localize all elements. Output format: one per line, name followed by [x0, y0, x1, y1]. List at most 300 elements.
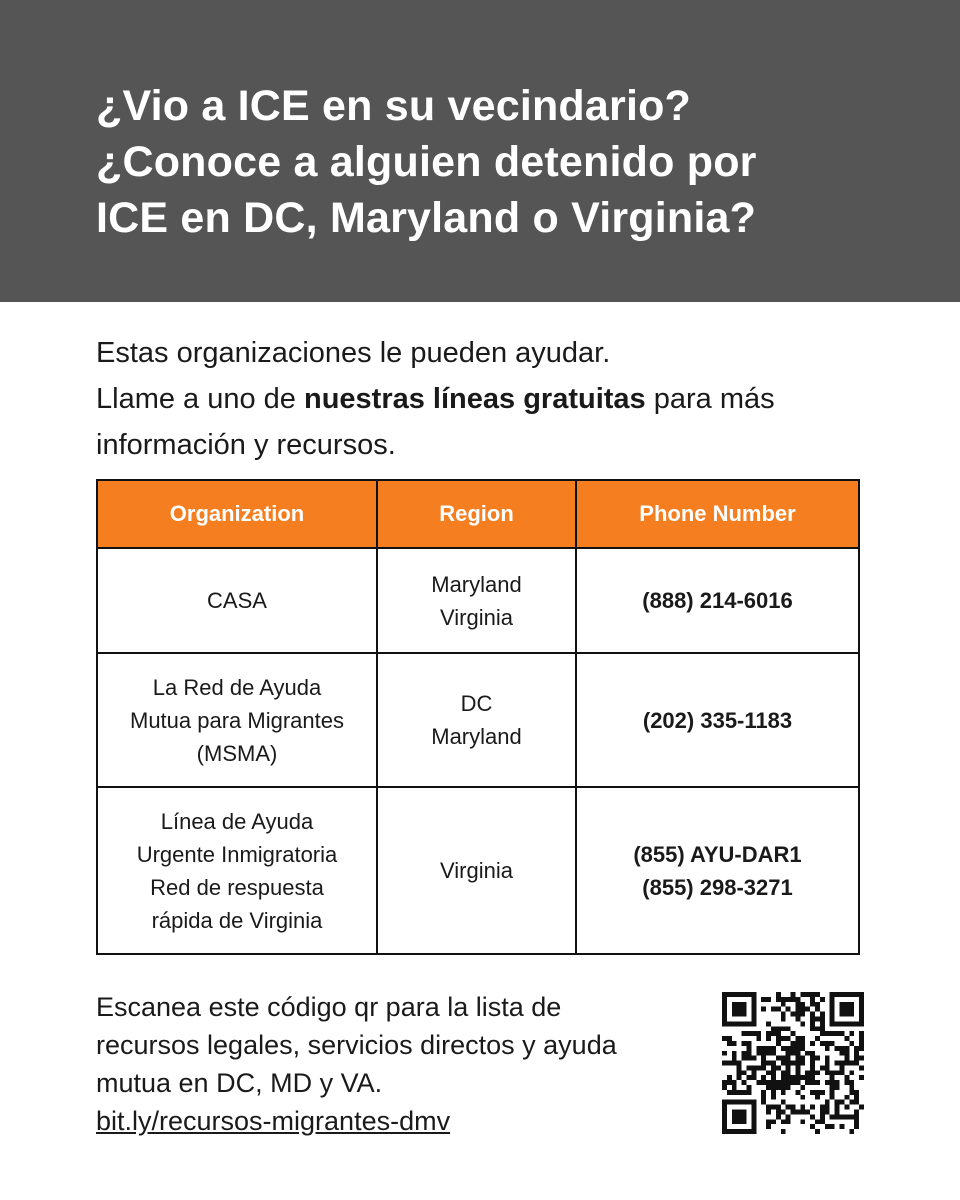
qr-module — [781, 1129, 786, 1134]
qr-module — [732, 1100, 737, 1105]
qr-module — [732, 1021, 737, 1026]
qr-module — [791, 1041, 796, 1046]
qr-module — [791, 1031, 796, 1036]
qr-module — [859, 1036, 864, 1041]
qr-module — [751, 1070, 756, 1075]
qr-module — [830, 997, 835, 1002]
qr-module — [756, 1036, 761, 1041]
qr-module — [742, 1100, 747, 1105]
qr-module — [766, 1085, 771, 1090]
qr-module — [722, 1114, 727, 1119]
qr-module — [751, 1002, 756, 1007]
qr-module — [840, 1124, 845, 1129]
qr-module — [800, 1095, 805, 1100]
qr-module — [820, 1021, 825, 1026]
qr-module — [756, 1051, 761, 1056]
qr-module — [810, 1065, 815, 1070]
resources-link[interactable]: bit.ly/recursos-migrantes-dmv — [96, 1106, 451, 1136]
qr-module — [795, 1061, 800, 1066]
qr-module — [781, 1016, 786, 1021]
qr-module — [722, 992, 727, 997]
qr-module — [732, 1061, 737, 1066]
qr-module — [854, 1021, 859, 1026]
qr-module — [849, 1085, 854, 1090]
cell-line: CASA — [207, 588, 267, 613]
qr-module — [810, 1021, 815, 1026]
column-header-organization: Organization — [97, 480, 377, 548]
title-line: ICE en DC, Maryland o Virginia? — [96, 194, 757, 242]
qr-module — [776, 997, 781, 1002]
qr-module — [840, 1100, 845, 1105]
qr-module — [756, 1065, 761, 1070]
qr-code-icon[interactable] — [722, 992, 864, 1134]
qr-module — [761, 1095, 766, 1100]
qr-module — [722, 1007, 727, 1012]
qr-module — [810, 1012, 815, 1017]
table-row — [97, 548, 859, 653]
qr-module — [810, 997, 815, 1002]
qr-module — [854, 1119, 859, 1124]
qr-module — [742, 1056, 747, 1061]
qr-module — [791, 997, 796, 1002]
qr-module — [781, 1036, 786, 1041]
qr-module — [781, 1002, 786, 1007]
qr-module — [859, 1105, 864, 1110]
qr-module — [844, 1051, 849, 1056]
qr-module — [859, 1002, 864, 1007]
qr-module — [722, 1124, 727, 1129]
qr-module — [746, 1021, 751, 1026]
qr-module — [727, 1036, 732, 1041]
qr-module — [810, 1002, 815, 1007]
qr-module — [815, 1056, 820, 1061]
qr-module — [815, 1016, 820, 1021]
qr-module — [849, 1129, 854, 1134]
qr-module — [815, 1070, 820, 1075]
qr-module — [800, 1075, 805, 1080]
qr-module — [795, 1056, 800, 1061]
qr-module — [746, 1100, 751, 1105]
qr-module — [805, 1070, 810, 1075]
qr-module — [825, 1070, 830, 1075]
qr-module — [791, 1080, 796, 1085]
qr-module — [800, 1007, 805, 1012]
qr-module — [776, 1031, 781, 1036]
qr-module — [840, 992, 845, 997]
organization-cell — [97, 548, 377, 653]
qr-module — [795, 1080, 800, 1085]
qr-module — [756, 1031, 761, 1036]
qr-module — [737, 1114, 742, 1119]
qr-module — [786, 1051, 791, 1056]
qr-module — [771, 1007, 776, 1012]
phone-number[interactable]: (202) 335-1183 — [642, 707, 793, 733]
qr-module — [825, 1046, 830, 1051]
qr-module — [844, 1114, 849, 1119]
qr-module — [742, 1114, 747, 1119]
qr-module — [771, 1026, 776, 1031]
qr-module — [791, 1110, 796, 1115]
qr-module — [830, 1031, 835, 1036]
qr-module — [795, 1002, 800, 1007]
qr-module — [737, 1007, 742, 1012]
qr-module — [786, 1056, 791, 1061]
region-cell — [377, 653, 576, 787]
qr-module — [727, 1021, 732, 1026]
qr-module — [771, 1061, 776, 1066]
qr-module — [751, 1105, 756, 1110]
qr-module — [815, 992, 820, 997]
qr-module — [844, 1075, 849, 1080]
qr-module — [854, 1056, 859, 1061]
qr-module — [840, 1051, 845, 1056]
qr-module — [746, 1090, 751, 1095]
qr-module — [791, 1051, 796, 1056]
qr-module — [722, 1085, 727, 1090]
qr-module — [800, 1056, 805, 1061]
qr-module — [820, 1031, 825, 1036]
qr-module — [746, 1129, 751, 1134]
qr-module — [751, 1056, 756, 1061]
qr-module — [732, 1041, 737, 1046]
qr-module — [746, 1085, 751, 1090]
qr-module — [820, 1041, 825, 1046]
qr-module — [800, 1119, 805, 1124]
qr-module — [737, 992, 742, 997]
qr-module — [722, 1002, 727, 1007]
qr-module — [766, 1080, 771, 1085]
qr-module — [830, 1095, 835, 1100]
qr-module — [825, 1065, 830, 1070]
qr-module — [742, 1110, 747, 1115]
qr-module — [756, 1080, 761, 1085]
title-line: ¿Conoce a alguien detenido por — [96, 138, 757, 186]
qr-module — [844, 1002, 849, 1007]
phone-number[interactable]: (888) 214-6016 — [642, 588, 793, 613]
qr-module — [830, 1016, 835, 1021]
qr-module — [810, 1056, 815, 1061]
qr-module — [840, 1114, 845, 1119]
qr-module — [849, 1007, 854, 1012]
qr-module — [805, 1007, 810, 1012]
qr-module — [751, 1007, 756, 1012]
qr-module — [742, 1090, 747, 1095]
qr-module — [830, 1124, 835, 1129]
cell-line: Línea de Ayuda — [160, 808, 314, 834]
qr-module — [771, 1046, 776, 1051]
qr-module — [786, 1119, 791, 1124]
qr-module — [771, 1095, 776, 1100]
qr-module — [840, 1007, 845, 1012]
qr-module — [737, 1065, 742, 1070]
qr-module — [859, 997, 864, 1002]
qr-module — [859, 992, 864, 997]
qr-module — [746, 992, 751, 997]
qr-module — [761, 1046, 766, 1051]
qr-module — [830, 1012, 835, 1017]
qr-module — [732, 1129, 737, 1134]
qr-module — [849, 992, 854, 997]
qr-module — [835, 1061, 840, 1066]
qr-module — [810, 1026, 815, 1031]
qr-module — [849, 1090, 854, 1095]
qr-module — [849, 1114, 854, 1119]
phone-number[interactable]: (855) AYU-DAR1 — [633, 841, 802, 867]
qr-module — [810, 1016, 815, 1021]
qr-module — [800, 1110, 805, 1115]
qr-module — [751, 1075, 756, 1080]
qr-module — [776, 1007, 781, 1012]
qr-module — [751, 1065, 756, 1070]
qr-module — [742, 1021, 747, 1026]
qr-module — [776, 1056, 781, 1061]
qr-module — [732, 1114, 737, 1119]
qr-module — [732, 992, 737, 997]
column-header-phone: Phone Number — [576, 480, 859, 548]
cell-line: La Red de Ayuda — [152, 674, 322, 700]
qr-module — [766, 1105, 771, 1110]
cell-line: Maryland — [431, 724, 522, 749]
qr-module — [795, 1090, 800, 1095]
qr-module — [751, 1016, 756, 1021]
qr-module — [854, 1046, 859, 1051]
qr-module — [835, 1100, 840, 1105]
qr-module — [771, 1119, 776, 1124]
qr-module — [854, 1114, 859, 1119]
qr-module — [742, 1129, 747, 1134]
qr-module — [810, 1041, 815, 1046]
qr-module — [849, 1002, 854, 1007]
qr-module — [742, 1002, 747, 1007]
intro-text-segment: Llame a uno de — [96, 383, 304, 415]
footer-text — [96, 988, 696, 1140]
qr-module — [820, 1105, 825, 1110]
qr-module — [786, 1026, 791, 1031]
qr-module — [786, 1080, 791, 1085]
qr-module — [840, 1046, 845, 1051]
qr-module — [722, 1129, 727, 1134]
qr-module — [859, 1021, 864, 1026]
intro-text-segment: para más — [645, 383, 775, 415]
qr-module — [742, 1119, 747, 1124]
qr-module — [781, 1070, 786, 1075]
qr-module — [751, 1119, 756, 1124]
qr-module — [751, 1110, 756, 1115]
qr-module — [810, 1114, 815, 1119]
qr-module — [844, 1012, 849, 1017]
qr-module — [722, 1080, 727, 1085]
qr-module — [859, 1007, 864, 1012]
qr-module — [800, 1036, 805, 1041]
qr-module — [761, 1056, 766, 1061]
footer-line: recursos legales, servicios directos y ayuda — [96, 1030, 617, 1060]
qr-module — [844, 1056, 849, 1061]
qr-module — [776, 1080, 781, 1085]
qr-module — [761, 1061, 766, 1066]
qr-module — [815, 1129, 820, 1134]
qr-module — [840, 1002, 845, 1007]
phone-cell — [576, 653, 859, 787]
qr-module — [800, 1021, 805, 1026]
qr-module — [737, 1110, 742, 1115]
qr-module — [844, 1036, 849, 1041]
qr-module — [786, 1075, 791, 1080]
qr-module — [786, 1085, 791, 1090]
qr-module — [849, 1080, 854, 1085]
qr-module — [810, 1061, 815, 1066]
qr-module — [820, 1090, 825, 1095]
organizations-table — [96, 479, 860, 955]
qr-module — [732, 1051, 737, 1056]
qr-module — [771, 1075, 776, 1080]
qr-module — [840, 1061, 845, 1066]
qr-module — [737, 1070, 742, 1075]
qr-module — [746, 1051, 751, 1056]
qr-module — [820, 1065, 825, 1070]
qr-module — [825, 1061, 830, 1066]
qr-module — [781, 1046, 786, 1051]
qr-module — [840, 1070, 845, 1075]
qr-module — [815, 1026, 820, 1031]
phone-number[interactable]: (855) 298-3271 — [642, 874, 793, 900]
qr-module — [830, 1085, 835, 1090]
qr-module — [722, 1051, 727, 1056]
qr-module — [751, 1012, 756, 1017]
qr-module — [732, 1007, 737, 1012]
qr-module — [859, 1012, 864, 1017]
cell-line: Virginia — [440, 604, 513, 630]
qr-module — [722, 1119, 727, 1124]
qr-module — [810, 1080, 815, 1085]
qr-module — [835, 1080, 840, 1085]
qr-module — [766, 1119, 771, 1124]
qr-module — [835, 1021, 840, 1026]
qr-module — [781, 997, 786, 1002]
qr-module — [771, 1090, 776, 1095]
qr-module — [786, 1105, 791, 1110]
qr-module — [849, 1031, 854, 1036]
cell-line: Red de respuesta — [150, 874, 324, 900]
qr-module — [815, 1119, 820, 1124]
qr-module — [761, 1051, 766, 1056]
qr-module — [795, 1016, 800, 1021]
table-row — [97, 787, 859, 954]
qr-module — [732, 1002, 737, 1007]
footer-line: mutua en DC, MD y VA. — [96, 1068, 383, 1098]
qr-module — [830, 1114, 835, 1119]
qr-module — [732, 1080, 737, 1085]
qr-module — [776, 1041, 781, 1046]
qr-module — [737, 1012, 742, 1017]
qr-module — [800, 992, 805, 997]
qr-module — [854, 1095, 859, 1100]
qr-module — [781, 1056, 786, 1061]
qr-module — [737, 1129, 742, 1134]
cell-line: Mutua para Migrantes — [130, 707, 344, 733]
phone-cell — [576, 548, 859, 653]
qr-module — [776, 1085, 781, 1090]
qr-module — [810, 1124, 815, 1129]
qr-module — [737, 1090, 742, 1095]
qr-module — [761, 1007, 766, 1012]
qr-module — [786, 1036, 791, 1041]
qr-module — [825, 1105, 830, 1110]
page-title — [96, 78, 916, 246]
qr-module — [776, 1105, 781, 1110]
qr-module — [791, 992, 796, 997]
qr-module — [791, 1046, 796, 1051]
cell-line: Maryland — [431, 571, 522, 597]
qr-module — [844, 1046, 849, 1051]
qr-module — [820, 1119, 825, 1124]
qr-module — [771, 1085, 776, 1090]
intro-line: Estas organizaciones le pueden ayudar. — [96, 337, 611, 369]
phone-cell — [576, 787, 859, 954]
qr-module — [781, 1110, 786, 1115]
qr-module — [844, 1021, 849, 1026]
qr-module — [766, 1124, 771, 1129]
qr-module — [854, 992, 859, 997]
qr-module — [820, 1026, 825, 1031]
region-cell — [377, 787, 576, 954]
qr-module — [835, 992, 840, 997]
qr-module — [781, 1100, 786, 1105]
qr-module — [810, 1105, 815, 1110]
qr-module — [732, 1119, 737, 1124]
qr-module — [859, 1056, 864, 1061]
qr-module — [815, 1036, 820, 1041]
qr-module — [751, 997, 756, 1002]
qr-module — [810, 1051, 815, 1056]
qr-module — [830, 1007, 835, 1012]
qr-module — [746, 1046, 751, 1051]
qr-module — [825, 1041, 830, 1046]
qr-module — [810, 1090, 815, 1095]
qr-module — [820, 1114, 825, 1119]
qr-module — [742, 1007, 747, 1012]
qr-module — [742, 1041, 747, 1046]
qr-module — [849, 1070, 854, 1075]
intro-line — [96, 376, 896, 422]
qr-module — [795, 1110, 800, 1115]
intro-bold-text: nuestras líneas gratuitas — [303, 383, 646, 415]
qr-module — [737, 1119, 742, 1124]
qr-module — [805, 992, 810, 997]
organization-cell — [97, 787, 377, 954]
qr-module — [776, 1114, 781, 1119]
qr-module — [781, 1080, 786, 1085]
qr-module — [849, 1041, 854, 1046]
qr-module — [854, 1110, 859, 1115]
qr-module — [795, 1075, 800, 1080]
qr-module — [746, 1056, 751, 1061]
qr-module — [844, 992, 849, 997]
qr-module — [854, 1124, 859, 1129]
qr-module — [766, 1021, 771, 1026]
qr-module — [795, 1007, 800, 1012]
qr-module — [805, 1080, 810, 1085]
qr-module — [766, 1061, 771, 1066]
qr-module — [751, 1031, 756, 1036]
qr-module — [805, 1051, 810, 1056]
qr-module — [766, 1031, 771, 1036]
qr-module — [722, 1061, 727, 1066]
qr-module — [835, 1085, 840, 1090]
qr-module — [742, 1080, 747, 1085]
qr-module — [742, 1051, 747, 1056]
qr-module — [761, 1075, 766, 1080]
title-line: ¿Vio a ICE en su vecindario? — [96, 82, 692, 130]
